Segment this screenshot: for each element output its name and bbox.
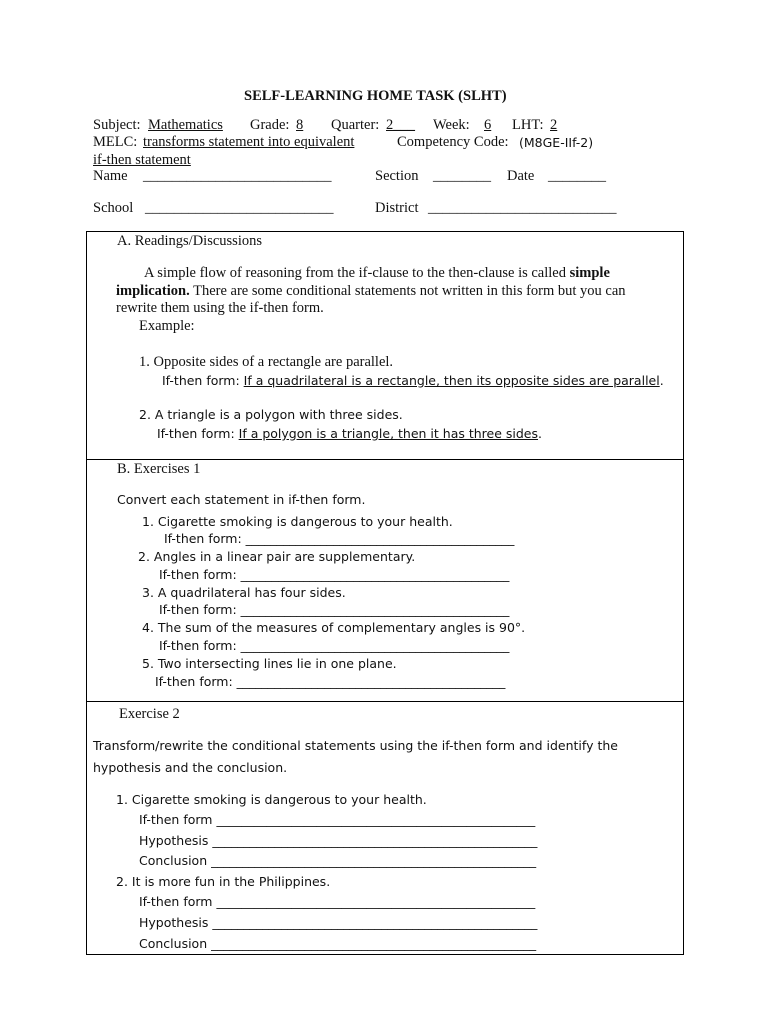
lht-label: LHT:: [512, 117, 544, 133]
exercise1-item-5-statement: 5. Two intersecting lines lie in one plane.: [142, 656, 397, 671]
exercise1-item-2-answer[interactable]: If-then form: ___________________________________________: [159, 567, 510, 582]
exercise1-item-1-answer[interactable]: If-then form: ___________________________________________: [164, 531, 515, 546]
exercise2-item-2-conclusion[interactable]: Conclusion ____________________________________________________: [139, 936, 537, 951]
grade-label: Grade:: [250, 117, 290, 133]
exercise2-item-1-statement: 1. Cigarette smoking is dangerous to your health.: [116, 792, 427, 807]
example-1-statement: 1. Opposite sides of a rectangle are parallel.: [139, 354, 394, 370]
school-label: School: [93, 200, 134, 216]
exercise2-item-2-statement: 2. It is more fun in the Philippines.: [116, 874, 331, 889]
exercise1-item-1-statement: 1. Cigarette smoking is dangerous to your health.: [142, 514, 453, 529]
exercise2-item-1-conclusion[interactable]: Conclusion ____________________________________________________: [139, 853, 537, 868]
week-label: Week:: [433, 117, 470, 133]
school-field[interactable]: __________________________: [145, 200, 334, 216]
section-b-heading: B. Exercises 1: [117, 461, 201, 477]
exercise1-item-5-answer[interactable]: If-then form: ___________________________________________: [155, 674, 506, 689]
section-a-heading: A. Readings/Discussions: [117, 233, 262, 249]
section-a-para-line1: A simple flow of reasoning from the if-clause to the then-clause is called simple: [144, 265, 610, 281]
section-a-para-line2: implication. There are some conditional statements not written in this form but you can: [116, 283, 626, 299]
exercise2-heading: Exercise 2: [119, 706, 180, 722]
competency-code: (M8GE-IIf-2): [519, 135, 594, 150]
section-field[interactable]: ________: [433, 168, 491, 184]
competency-label: Competency Code:: [397, 134, 509, 150]
name-field[interactable]: __________________________: [143, 168, 332, 184]
section-a-para-line3: rewrite them using the if-then form.: [116, 300, 324, 316]
date-field[interactable]: ________: [548, 168, 606, 184]
subject-label: Subject:: [93, 117, 141, 133]
melc-label: MELC:: [93, 134, 138, 150]
section-divider-a-b: [86, 459, 684, 460]
exercise2-item-2-hypothesis[interactable]: Hypothesis ____________________________________________________: [139, 915, 538, 930]
exercise2-item-2-ifthen[interactable]: If-then form ___________________________________________________: [139, 894, 536, 909]
lht-value: 2: [550, 117, 558, 133]
exercise2-item-1-ifthen[interactable]: If-then form ___________________________________________________: [139, 812, 536, 827]
exercise1-item-4-statement: 4. The sum of the measures of complementary angles is 90°.: [142, 620, 526, 635]
example-1-form: If-then form: If a quadrilateral is a rectangle, then its opposite sides are parallel.: [162, 373, 664, 388]
name-label: Name: [93, 168, 128, 184]
melc-value: transforms statement into equivalent: [143, 134, 355, 150]
example-label: Example:: [139, 318, 195, 334]
subject-value: Mathematics: [148, 117, 223, 133]
exercise2-instruction-line2: hypothesis and the conclusion.: [93, 760, 288, 775]
week-value: 6: [484, 117, 492, 133]
exercise2-item-1-hypothesis[interactable]: Hypothesis ____________________________________________________: [139, 833, 538, 848]
exercise1-item-4-answer[interactable]: If-then form: ___________________________________________: [159, 638, 510, 653]
quarter-label: Quarter:: [331, 117, 380, 133]
exercise1-item-3-answer[interactable]: If-then form: ___________________________________________: [159, 602, 510, 617]
example-2-statement: 2. A triangle is a polygon with three sides.: [139, 407, 403, 422]
district-field[interactable]: __________________________: [428, 200, 617, 216]
district-label: District: [375, 200, 419, 216]
page-title: SELF-LEARNING HOME TASK (SLHT): [244, 88, 507, 104]
section-divider-b-ex2: [86, 701, 684, 702]
date-label: Date: [507, 168, 535, 184]
example-2-form: If-then form: If a polygon is a triangle, then it has three sides.: [157, 426, 542, 441]
exercise1-item-3-statement: 3. A quadrilateral has four sides.: [142, 585, 346, 600]
section-label: Section: [375, 168, 419, 184]
melc-value-continued: if-then statement: [93, 152, 191, 168]
exercise2-instruction-line1: Transform/rewrite the conditional statements using the if-then form and identify the: [93, 738, 618, 753]
exercise1-item-2-statement: 2. Angles in a linear pair are supplementary.: [138, 549, 416, 564]
grade-value: 8: [296, 117, 304, 133]
section-b-instruction: Convert each statement in if-then form.: [117, 492, 366, 507]
quarter-value: 2___: [386, 117, 415, 133]
